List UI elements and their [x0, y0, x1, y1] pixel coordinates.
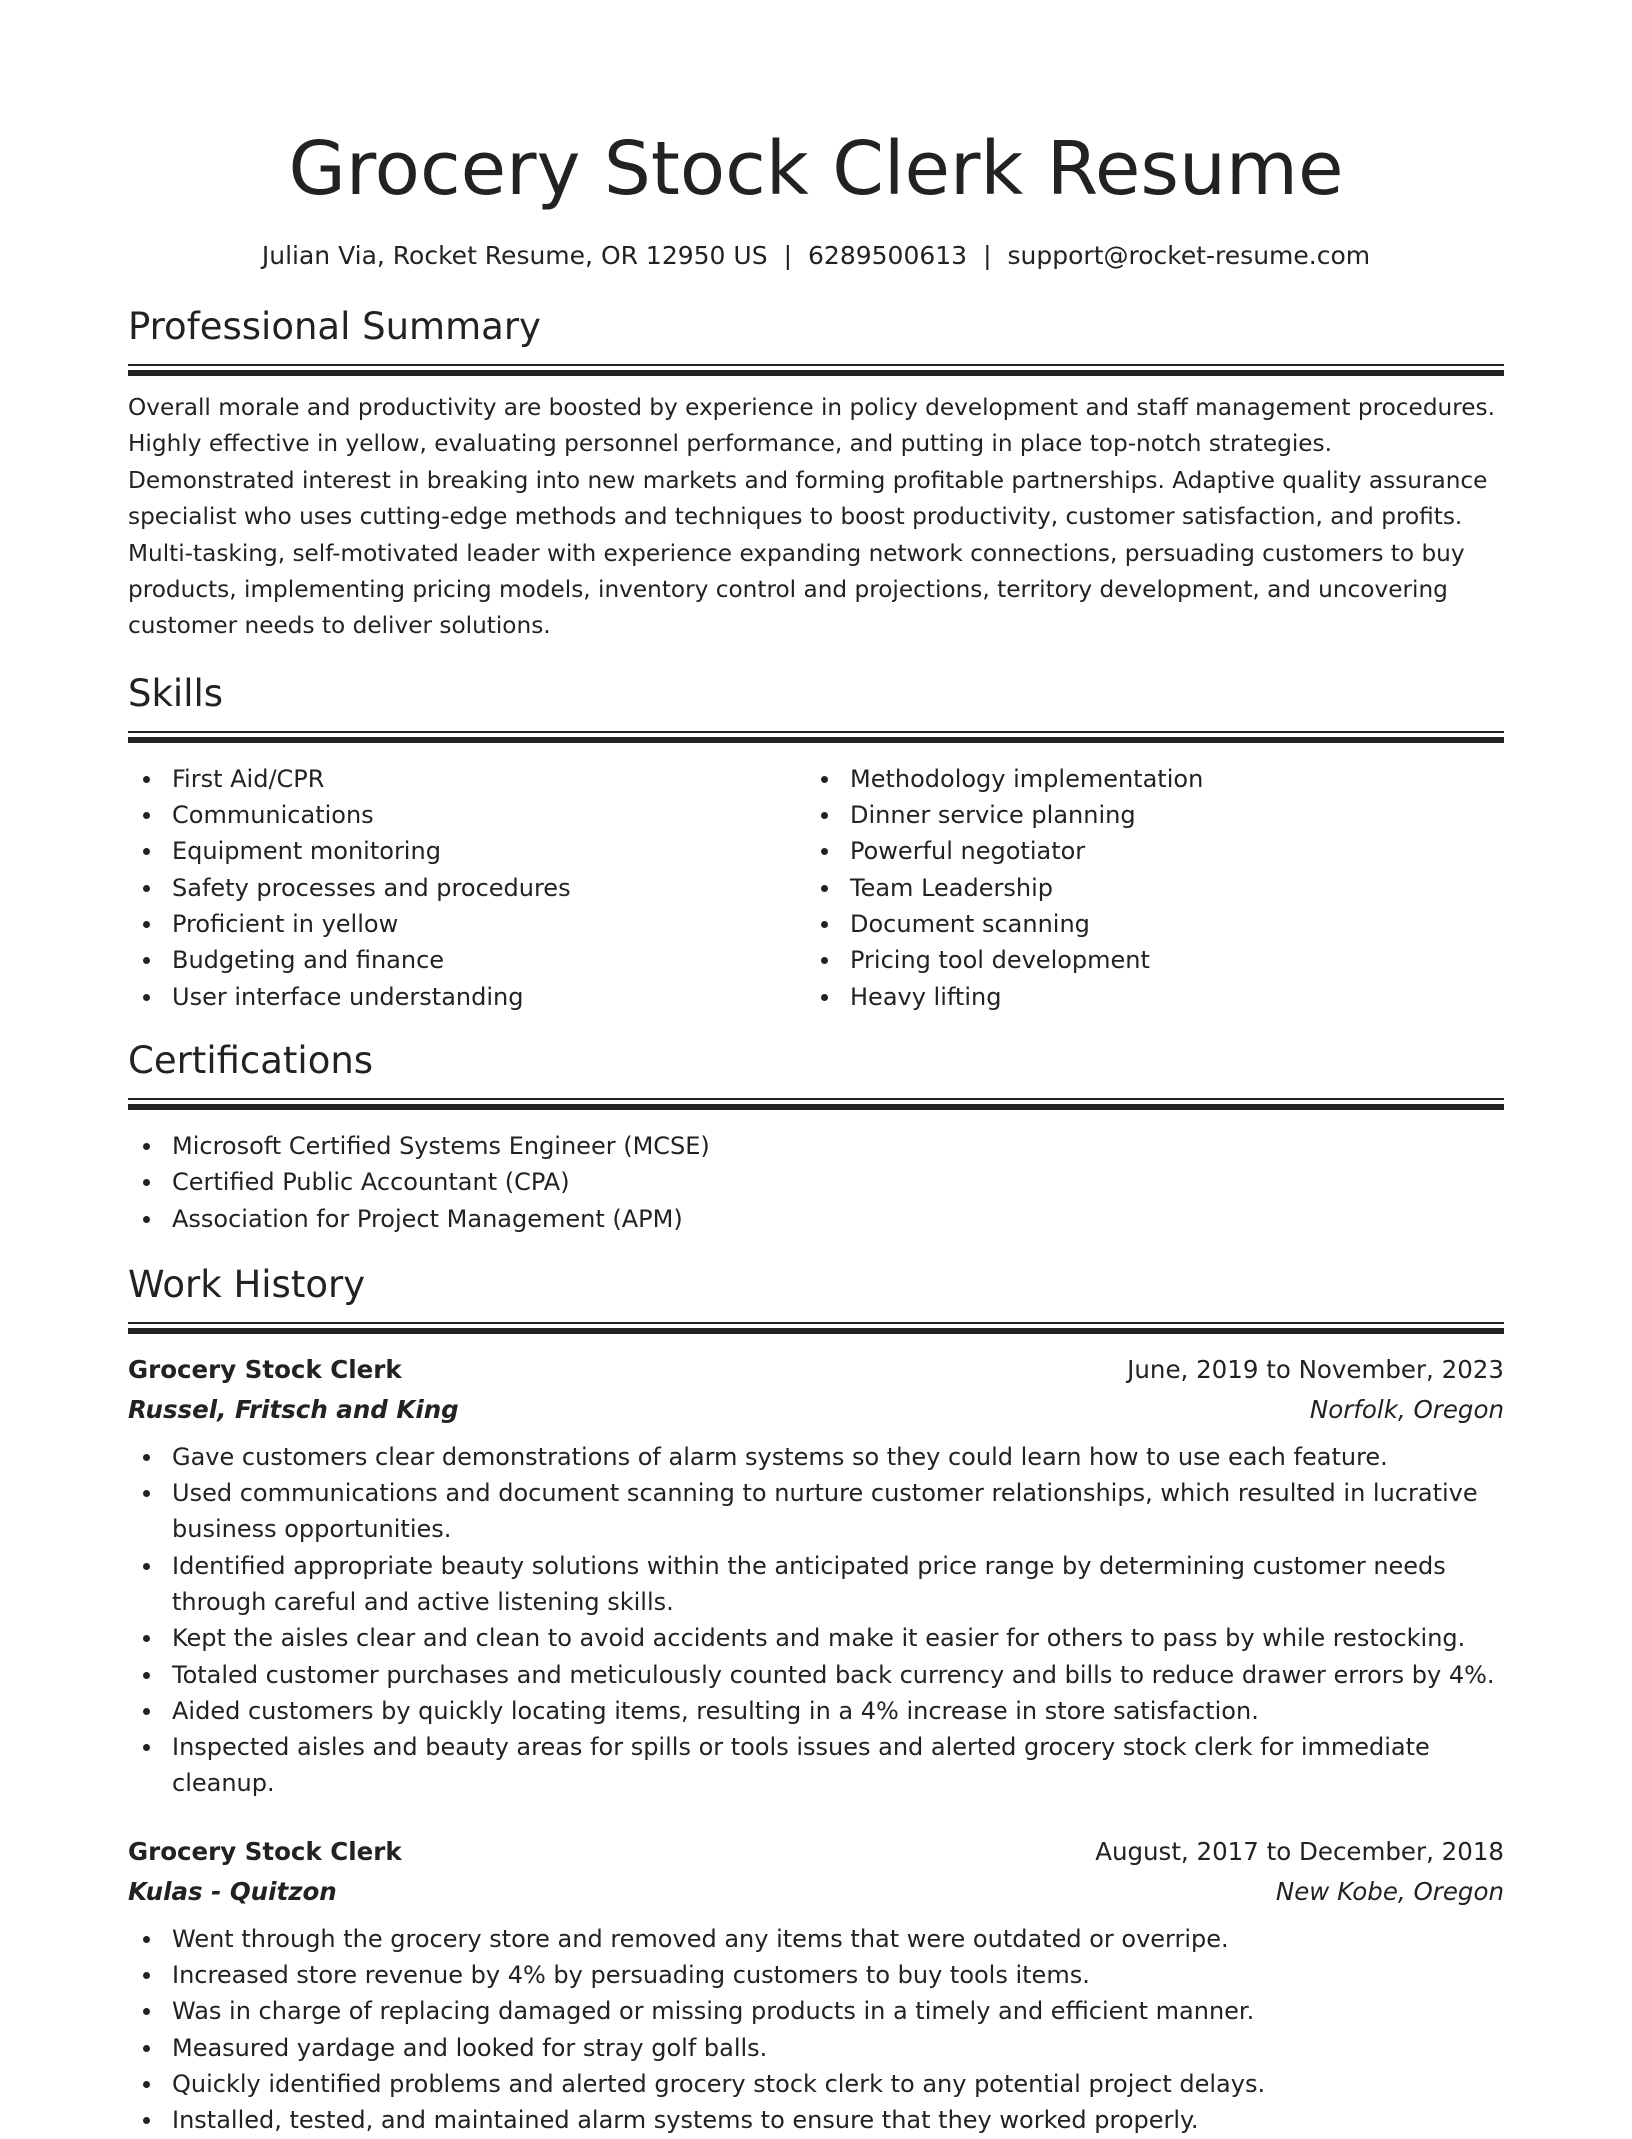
contact-address: Julian Via, Rocket Resume, OR 12950 US: [261, 241, 768, 270]
certifications-list: [128, 1128, 1504, 1237]
skills-grid: [128, 761, 1504, 1015]
job-bullet: Was in charge of replacing damaged or missing products in a timely and efficient manner.: [128, 1993, 1504, 2029]
skill-item: Communications: [128, 797, 806, 833]
certification-item: Association for Project Management (APM): [128, 1201, 1504, 1237]
skill-item: Dinner service planning: [806, 797, 1484, 833]
job-location: Norfolk, Oregon: [1309, 1394, 1504, 1424]
job-dates: August, 2017 to December, 2018: [1095, 1836, 1504, 1866]
job-bullet: Kept the aisles clear and clean to avoid accidents and make it easier for others to pass by while restocking.: [128, 1620, 1504, 1656]
skills-list-right: [806, 761, 1484, 1015]
skill-item: Methodology implementation: [806, 761, 1484, 797]
contact-separator: |: [783, 241, 793, 270]
skill-item: Powerful negotiator: [806, 833, 1484, 869]
resume-page: [128, 120, 1504, 2139]
job-title: Grocery Stock Clerk: [128, 1354, 402, 1384]
job-company: Kulas - Quitzon: [128, 1876, 337, 1906]
job-bullet: Totaled customer purchases and meticulously counted back currency and bills to reduce drawer errors by 4%.: [128, 1657, 1504, 1693]
job-entry: [128, 1832, 1504, 2139]
section-heading-summary: Professional Summary: [128, 305, 541, 348]
job-header: [128, 1350, 1504, 1390]
job-bullet: Went through the grocery store and removed any items that were outdated or overripe.: [128, 1921, 1504, 1957]
job-bullet-list: [128, 1921, 1504, 2139]
skill-item: Document scanning: [806, 906, 1484, 942]
job-subheader: [128, 1390, 1504, 1430]
section-divider: [128, 1098, 1504, 1114]
work-history-section: [128, 1261, 1504, 2139]
job-bullet: Inspected aisles and beauty areas for spills or tools issues and alerted grocery stock clerk for immediate cleanup.: [128, 1729, 1504, 1802]
job-title: Grocery Stock Clerk: [128, 1836, 402, 1866]
job-bullet: Aided customers by quickly locating items, resulting in a 4% increase in store satisfaction.: [128, 1693, 1504, 1729]
job-location: New Kobe, Oregon: [1275, 1876, 1504, 1906]
job-company: Russel, Fritsch and King: [128, 1394, 459, 1424]
section-divider: [128, 364, 1504, 380]
section-heading-certifications: Certifications: [128, 1038, 374, 1082]
skill-item: Safety processes and procedures: [128, 870, 806, 906]
contact-line: [128, 239, 1504, 273]
job-bullet: Measured yardage and looked for stray golf balls.: [128, 2030, 1504, 2066]
section-heading-work-history: Work History: [128, 1262, 366, 1306]
summary-text: Overall morale and productivity are boosted by experience in policy development and staff management procedures. Highly effective in yellow, evaluating personnel performance, and putting in place top-notch strategies. Demonstrated interest in breaking into new markets and forming profitable partnerships. Adaptive quality assurance specialist who uses cutting-edge methods and techniques to boost productivity, customer satisfaction, and profits. Multi-tasking, self-motivated leader with experience expanding network connections, persuading customers to buy products, implementing pricing models, inventory control and projections, territory development, and uncovering customer needs to deliver solutions.: [128, 394, 1495, 640]
job-bullet: Identified appropriate beauty solutions within the anticipated price range by determining customer needs through careful and active listening skills.: [128, 1548, 1504, 1621]
job-bullet: Increased store revenue by 4% by persuading customers to buy tools items.: [128, 1957, 1504, 1993]
skill-item: User interface understanding: [128, 979, 806, 1015]
job-header: [128, 1832, 1504, 1872]
skill-item: Heavy lifting: [806, 979, 1484, 1015]
job-bullet: Gave customers clear demonstrations of alarm systems so they could learn how to use each feature.: [128, 1439, 1504, 1475]
section-divider: [128, 731, 1504, 747]
certifications-section: [128, 1037, 1504, 1237]
job-dates: June, 2019 to November, 2023: [1127, 1354, 1504, 1384]
job-subheader: [128, 1872, 1504, 1912]
skill-item: Budgeting and finance: [128, 942, 806, 978]
contact-separator: |: [983, 241, 992, 270]
page-title: Grocery Stock Clerk Resume: [288, 126, 1344, 212]
skill-item: Equipment monitoring: [128, 833, 806, 869]
skill-item: Pricing tool development: [806, 942, 1484, 978]
section-heading-skills: Skills: [128, 671, 224, 715]
section-divider: [128, 1322, 1504, 1338]
job-entry: [128, 1350, 1504, 1802]
skill-item: Team Leadership: [806, 870, 1484, 906]
job-bullet: Used communications and document scanning to nurture customer relationships, which resulted in lucrative business opportunities.: [128, 1475, 1504, 1548]
contact-phone: 6289500613: [808, 241, 968, 270]
skill-item: Proficient in yellow: [128, 906, 806, 942]
job-bullet: Quickly identified problems and alerted grocery stock clerk to any potential project delays.: [128, 2066, 1504, 2102]
summary-section: [128, 303, 1504, 645]
certification-item: Certified Public Accountant (CPA): [128, 1164, 1504, 1200]
skill-item: First Aid/CPR: [128, 761, 806, 797]
contact-email: support@rocket-resume.com: [1007, 241, 1371, 270]
certification-item: Microsoft Certified Systems Engineer (MCSE): [128, 1128, 1504, 1164]
skills-list-left: [128, 761, 806, 1015]
job-bullet-list: [128, 1439, 1504, 1802]
job-bullet: Installed, tested, and maintained alarm systems to ensure that they worked properly.: [128, 2102, 1504, 2138]
skills-section: [128, 670, 1504, 1015]
